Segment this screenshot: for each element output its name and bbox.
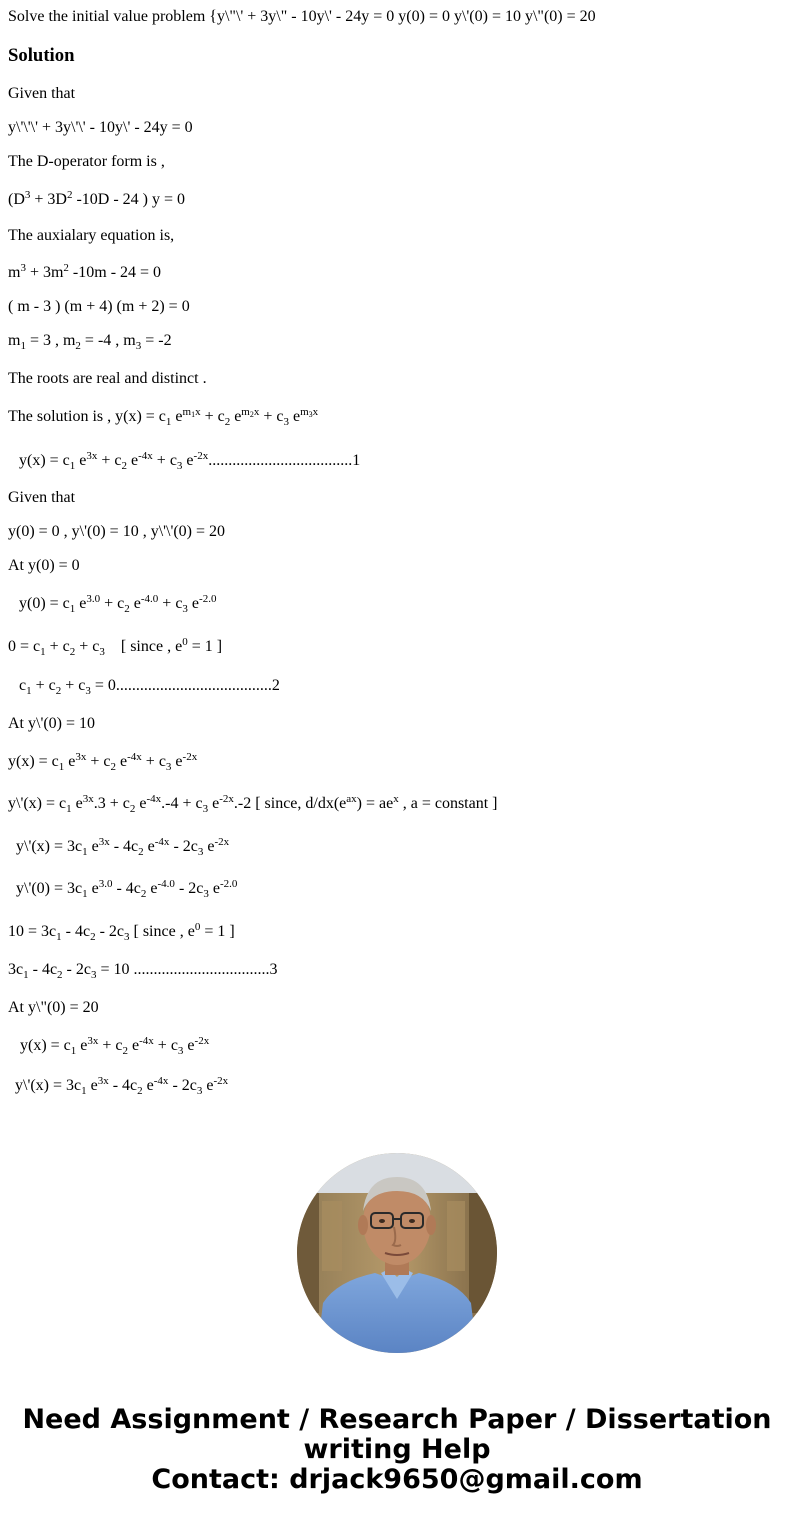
equation-3: $3c_1 - 4c_2 - 2c_3 = 10$ ..................................3 [8,961,278,981]
auxiliary-equation: $m^3 + 3m^2$ -10m - 24 = 0 [8,262,162,281]
yp0-line: y\'(0) = $3c_1$ $e^{3.0} - 4c_2$ $e^{-4.0} - 2c_3$ $e^{-2.0}$ [16,878,238,900]
general-solution: The solution is , $y(x) = c_1$ $e^{m1x} + c_2$ $e^{m2x} + c_3$ $e^{m3x}$ [8,406,319,428]
yp-line-2: y\'(x) = $3c_1$ $e^{3x} - 4c_2$ $e^{-4x} - 2c_3$ $e^{-2x}$ [15,1075,229,1097]
equation-1: $y(x) = c_1$ $e^{3x} + c_2$ $e^{-4x} + c_3$ $e^{-2x}....................................1$ [19,450,361,472]
given-label-2: Given that [8,489,76,506]
footer-contact: Contact: drjack9650@gmail.com [151,1464,643,1495]
y0-substitution: $y(0) = c_1$ $e^{3.0} + c_2$ $e^{-4.0} + c_3$ $e^{-2.0}$ [19,593,217,615]
equation-2: $c_1 + c_2 + c_3 = 0.......................................2$ [19,677,280,697]
given-label: Given that [8,85,76,102]
footer-line-1: Need Assignment / Research Paper / Dissertation [22,1404,772,1435]
problem-statement: Solve the initial value problem {y\"\' + 3y\" - 10y\' - 24y = 0 y(0) = 0 y\'(0) = 10 y\"(0) = 20 [8,8,596,25]
d-operator-label: The D-operator form is , [8,153,165,170]
yx-line: $y(x) = c_1$ $e^{3x} + c_2$ $e^{-4x} + c_3$ $e^{-2x}$ [8,751,198,773]
solution-document [8,0,788,1122]
at-y0-label: At y(0) = 0 [8,557,80,574]
footer-line-2: writing Help [303,1434,491,1465]
solution-heading: Solution [8,45,75,66]
factored-equation: ( m - 3 ) (m + 4) (m + 2) = 0 [8,298,190,315]
sum-equation: $0 = c_1 + c_2 + c_3$ [ since , $e^0 = 1$ ] [8,636,223,658]
yp-line: y\'(x) = $3c_1$ $e^{3x} - 4c_2$ $e^{-4x} - 2c_3$ $e^{-2x}$ [16,836,230,858]
ten-equation: $10 = 3c_1 - 4c_2 - 2c_3$ [ since , $e^0 = 1$ ] [8,921,235,943]
auxiliary-label: The auxialary equation is, [8,227,175,244]
portrait-image [297,1153,497,1353]
differential-equation: y\'\'\' + 3y\'\' - 10y\' - 24y = 0 [8,119,193,136]
at-ypp0-label: At y\"(0) = 20 [8,999,99,1016]
derivative-line: y\'(x) = $c_1$ $e^{3x}.3 + c_2$ $e^{-4x}.-4 + c_3$ $e^{-2x}.-2$ [ since, $d/dx(e^{ax}) = ae^x$ , a = constant ] [8,793,498,815]
roots-nature: The roots are real and distinct . [8,370,207,387]
yx-line-2: $y(x) = c_1$ $e^{3x} + c_2$ $e^{-4x} + c_3$ $e^{-2x}$ [20,1035,210,1057]
author-photo [297,1153,497,1353]
roots-line: $m_1 = 3$ , $m_2 = -4$ , $m_3 = -2$ [8,332,172,352]
d-operator-equation: ($D^3 + 3D^2$ -10D - 24 ) y = 0 [8,189,186,208]
initial-conditions: y(0) = 0 , y\'(0) = 10 , y\'\'(0) = 20 [8,523,226,540]
at-yp0-label: At y\'(0) = 10 [8,715,96,732]
